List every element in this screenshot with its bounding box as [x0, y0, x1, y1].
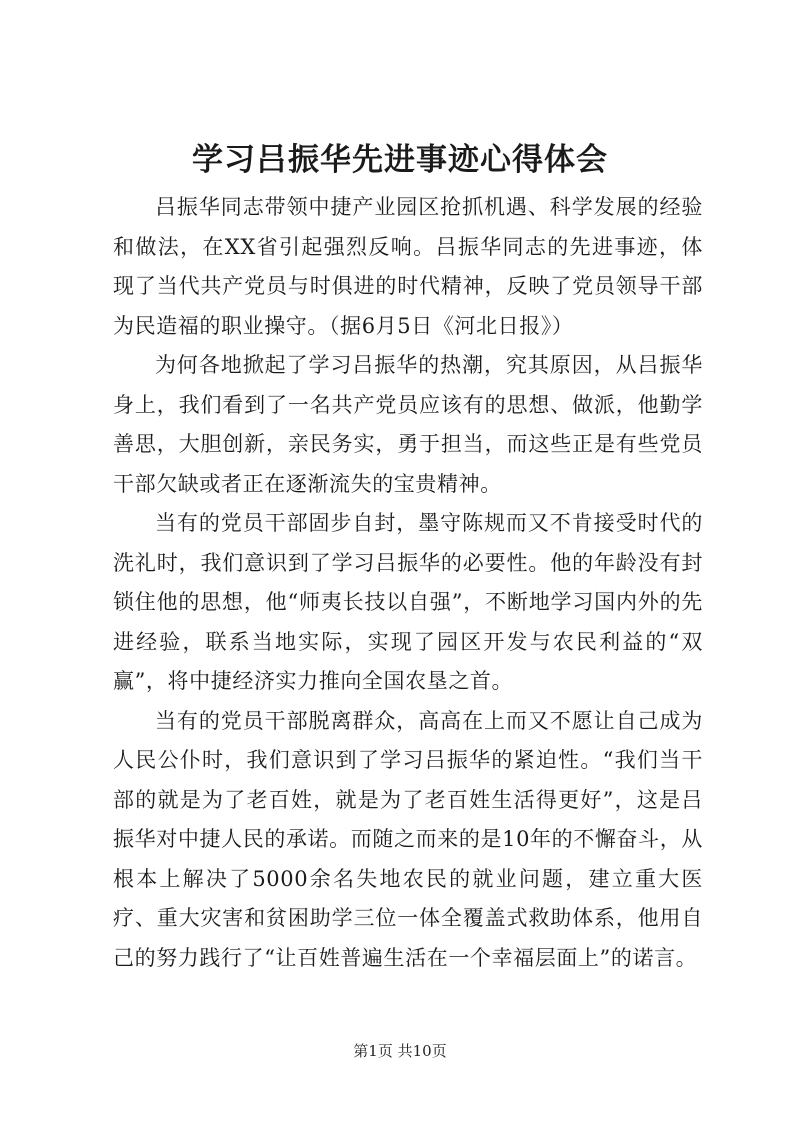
paragraph-4: 当有的党员干部脱离群众，高高在上而又不愿让自己成为人民公仆时，我们意识到了学习吕振华的紧迫性。“我们当干部的就是为了老百姓，就是为了老百姓生活得更好”，这是吕振华对中捷人民的承诺。而随之而来的是10年的不懈奋斗，从根本上解决了5000余名失地农民的就业问题，建立重大医疗、重大灾害和贫困助学三位一体全覆盖式救助体系，他用自己的努力践行了“让百姓普遍生活在一个幸福层面上”的诺言。 [113, 708, 703, 970]
document-body [113, 188, 703, 978]
page-footer: 第1页 共10页 [353, 1042, 447, 1060]
paragraph-2: 为何各地掀起了学习吕振华的热潮，究其原因，从吕振华身上，我们看到了一名共产党员应该有的思想、做派，他勤学善思，大胆创新，亲民务实，勇于担当，而这些正是有些党员干部欠缺或者正在逐渐流失的宝贵精神。 [113, 353, 703, 496]
paragraph-3: 当有的党员干部固步自封，墨守陈规而又不肯接受时代的洗礼时，我们意识到了学习吕振华的必要性。他的年龄没有封锁住他的思想，他“师夷长技以自强”，不断地学习国内外的先进经验，联系当地实际，实现了园区开发与农民利益的“双赢”，将中捷经济实力推向全国农垦之首。 [113, 511, 703, 693]
paragraph-1: 吕振华同志带领中捷产业园区抢抓机遇、科学发展的经验和做法，在XX省引起强烈反响。吕振华同志的先进事迹，体现了当代共产党员与时俱进的时代精神，反映了党员领导干部为民造福的职业操守。（据6月5日《河北日报》） [113, 195, 703, 338]
document-title: 学习吕振华先进事迹心得体会 [192, 142, 608, 178]
